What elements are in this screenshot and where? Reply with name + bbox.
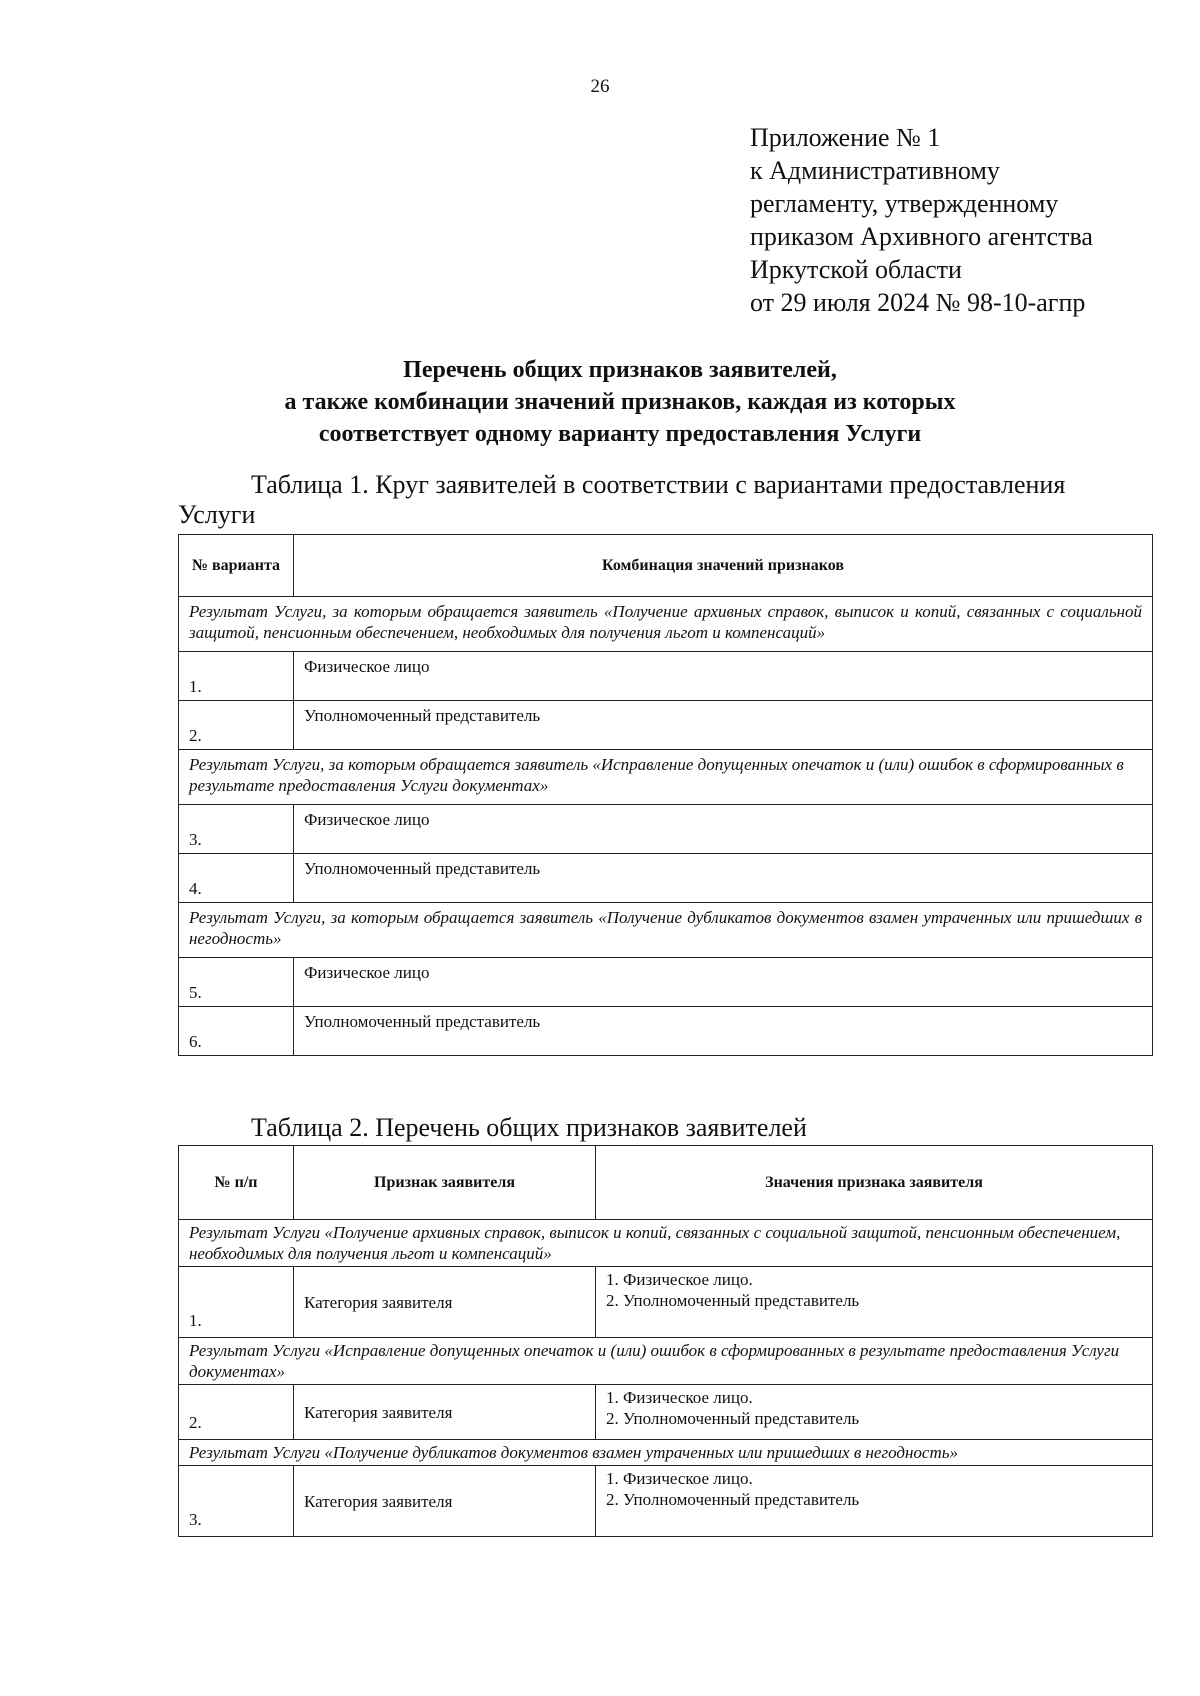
header-attribute-values: Значения признака заявителя: [596, 1146, 1153, 1220]
appendix-line: Иркутской области: [750, 255, 962, 284]
page-number: 26: [590, 76, 610, 97]
header-attribute: Признак заявителя: [294, 1146, 596, 1220]
variant-combination: Уполномоченный представитель: [294, 1007, 1153, 1056]
result-group-row: [179, 903, 1153, 958]
table2-applicant-attributes: [178, 1145, 1153, 1537]
table-row: [179, 701, 1153, 750]
variant-combination: Уполномоченный представитель: [294, 854, 1153, 903]
attribute-values: [596, 1466, 1153, 1537]
table-row: [179, 1267, 1153, 1338]
variant-combination: Уполномоченный представитель: [294, 701, 1153, 750]
title-line: соответствует одному варианту предоставления Услуги: [318, 421, 922, 447]
table-row: [179, 854, 1153, 903]
row-number: 1.: [179, 1267, 294, 1338]
table-row: [179, 958, 1153, 1007]
result-description: Результат Услуги, за которым обращается заявитель «Исправление допущенных опечаток и (или) ошибок в сформированных в результате предоставления Услуги документах»: [179, 750, 1153, 805]
attribute-value: 1. Физическое лицо.: [606, 1270, 753, 1289]
result-group-row: [179, 1220, 1153, 1267]
table-row: [179, 1385, 1153, 1440]
table1-caption: Таблица 1. Круг заявителей в соответствии с вариантами предоставления: [251, 470, 1066, 499]
appendix-line: регламенту, утвержденному: [750, 189, 1059, 218]
title-line: Перечень общих признаков заявителей,: [403, 357, 837, 383]
result-description: Результат Услуги, за которым обращается заявитель «Получение архивных справок, выписок и копий, связанных с социальной защитой, пенсионным обеспечением, необходимых для получения льгот и компенсаций»: [179, 597, 1153, 652]
result-group-row: [179, 1338, 1153, 1385]
variant-number: 5.: [179, 958, 294, 1007]
row-number: 3.: [179, 1466, 294, 1537]
attribute-values: [596, 1267, 1153, 1338]
table-row: [179, 805, 1153, 854]
title-line: а также комбинации значений признаков, каждая из которых: [284, 389, 956, 415]
result-group-row: [179, 750, 1153, 805]
row-number: 2.: [179, 1385, 294, 1440]
table-header-row: [179, 535, 1153, 597]
appendix-line: от 29 июля 2024 № 98-10-агпр: [750, 288, 1086, 317]
attribute-name: Категория заявителя: [294, 1385, 596, 1440]
attribute-value: 1. Физическое лицо.: [606, 1388, 753, 1407]
variant-combination: Физическое лицо: [294, 805, 1153, 854]
attribute-value: 2. Уполномоченный представитель: [606, 1409, 860, 1428]
attribute-name: Категория заявителя: [294, 1466, 596, 1537]
appendix-note: [750, 121, 1170, 319]
table2-caption: Таблица 2. Перечень общих признаков заявителей: [251, 1113, 807, 1142]
header-row-number: № п/п: [179, 1146, 294, 1220]
variant-number: 3.: [179, 805, 294, 854]
table-row: [179, 1007, 1153, 1056]
table1-applicant-variants: [178, 534, 1153, 1056]
result-description: Результат Услуги, за которым обращается заявитель «Получение дубликатов документов взамен утраченных или пришедших в негодность»: [179, 903, 1153, 958]
appendix-line: приказом Архивного агентства: [750, 222, 1093, 251]
result-description: Результат Услуги «Получение архивных справок, выписок и копий, связанных с социальной защитой, пенсионным обеспечением, необходимых для получения льгот и компенсаций»: [179, 1220, 1153, 1267]
variant-combination: Физическое лицо: [294, 958, 1153, 1007]
variant-number: 2.: [179, 701, 294, 750]
variant-combination: Физическое лицо: [294, 652, 1153, 701]
result-description: Результат Услуги «Получение дубликатов документов взамен утраченных или пришедших в негодность»: [179, 1440, 1153, 1466]
attribute-name: Категория заявителя: [294, 1267, 596, 1338]
table-row: [179, 652, 1153, 701]
variant-number: 4.: [179, 854, 294, 903]
variant-number: 6.: [179, 1007, 294, 1056]
document-title: [170, 354, 1070, 450]
attribute-value: 1. Физическое лицо.: [606, 1469, 753, 1488]
appendix-line: к Административному: [750, 156, 1000, 185]
attribute-value: 2. Уполномоченный представитель: [606, 1291, 860, 1310]
attribute-value: 2. Уполномоченный представитель: [606, 1490, 860, 1509]
header-combination: Комбинация значений признаков: [294, 535, 1153, 597]
table-header-row: [179, 1146, 1153, 1220]
result-group-row: [179, 597, 1153, 652]
variant-number: 1.: [179, 652, 294, 701]
table-row: [179, 1466, 1153, 1537]
table1-caption-continued: Услуги: [178, 500, 256, 529]
header-variant-number: № варианта: [179, 535, 294, 597]
appendix-line: Приложение № 1: [750, 123, 941, 152]
result-description: Результат Услуги «Исправление допущенных опечаток и (или) ошибок в сформированных в результате предоставления Услуги документах»: [179, 1338, 1153, 1385]
result-group-row: [179, 1440, 1153, 1466]
attribute-values: [596, 1385, 1153, 1440]
